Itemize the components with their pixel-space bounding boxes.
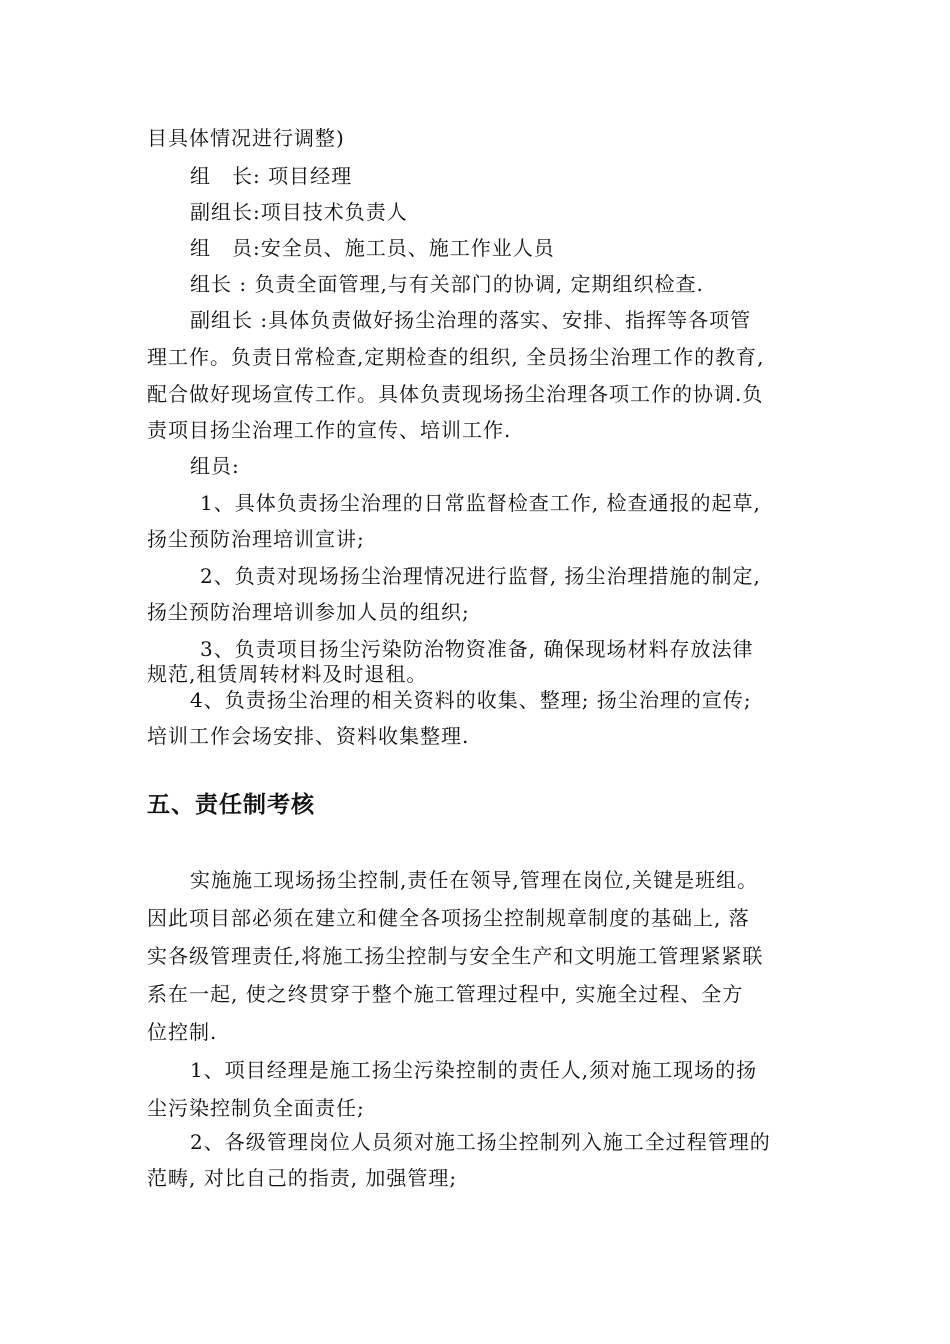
text-line: 2、负责对现场扬尘治理情况进行监督, 扬尘治理措施的制定, bbox=[200, 564, 761, 588]
text-line: 3、负责项目扬尘污染防治物资准备, 确保现场材料存放法律 bbox=[200, 637, 754, 661]
text-line: 位控制. bbox=[147, 1020, 218, 1044]
text-line: 组 长: 项目经理 bbox=[190, 164, 353, 188]
text-line: 扬尘预防治理培训参加人员的组织; bbox=[147, 600, 470, 624]
text-line: 实各级管理责任,将施工扬尘控制与安全生产和文明施工管理紧紧联 bbox=[147, 944, 764, 968]
text-line: 系在一起, 使之终贯穿于整个施工管理过程中, 实施全过程、全方 bbox=[147, 982, 744, 1006]
text-line: 副组长 :具体负责做好扬尘治理的落实、安排、指挥等各项管 bbox=[190, 308, 752, 332]
text-line: 副组长:项目技术负责人 bbox=[190, 200, 408, 224]
text-line: 因此项目部必须在建立和健全各项扬尘控制规章制度的基础上, 落 bbox=[147, 906, 750, 930]
text-line: 尘污染控制负全面责任; bbox=[147, 1096, 365, 1120]
text-line: 实施施工现场扬尘控制,责任在领导,管理在岗位,关键是班组。 bbox=[190, 868, 759, 892]
text-line: 组长 : 负责全面管理,与有关部门的协调, 定期组织检查. bbox=[190, 272, 704, 296]
text-line: 4、负责扬尘治理的相关资料的收集、整理; 扬尘治理的宣传; bbox=[190, 688, 752, 712]
text-line: 1、项目经理是施工扬尘污染控制的责任人,须对施工现场的扬 bbox=[190, 1058, 758, 1082]
text-line: 培训工作会场安排、资料收集整理. bbox=[147, 724, 470, 748]
text-line: 范畴, 对比自己的指责, 加强管理; bbox=[147, 1166, 458, 1190]
text-line: 2、各级管理岗位人员须对施工扬尘控制列入施工全过程管理的 bbox=[190, 1130, 771, 1154]
text-line: 组 员:安全员、施工员、施工作业人员 bbox=[190, 236, 555, 260]
section-heading: 五、责任制考核 bbox=[147, 792, 315, 818]
text-line: 目具体情况进行调整) bbox=[147, 126, 345, 150]
text-line: 理工作。负责日常检查,定期检查的组织, 全员扬尘治理工作的教育, bbox=[147, 345, 765, 369]
text-line: 组员: bbox=[190, 454, 240, 478]
text-line: 责项目扬尘治理工作的宣传、培训工作. bbox=[147, 418, 512, 442]
text-line: 1、具体负责扬尘治理的日常监督检查工作, 检查通报的起草, bbox=[200, 491, 761, 515]
text-line: 规范,租赁周转材料及时退租。 bbox=[147, 662, 428, 686]
text-line: 配合做好现场宣传工作。具体负责现场扬尘治理各项工作的协调.负 bbox=[147, 382, 764, 406]
text-line: 扬尘预防治理培训宣讲; bbox=[147, 527, 365, 551]
